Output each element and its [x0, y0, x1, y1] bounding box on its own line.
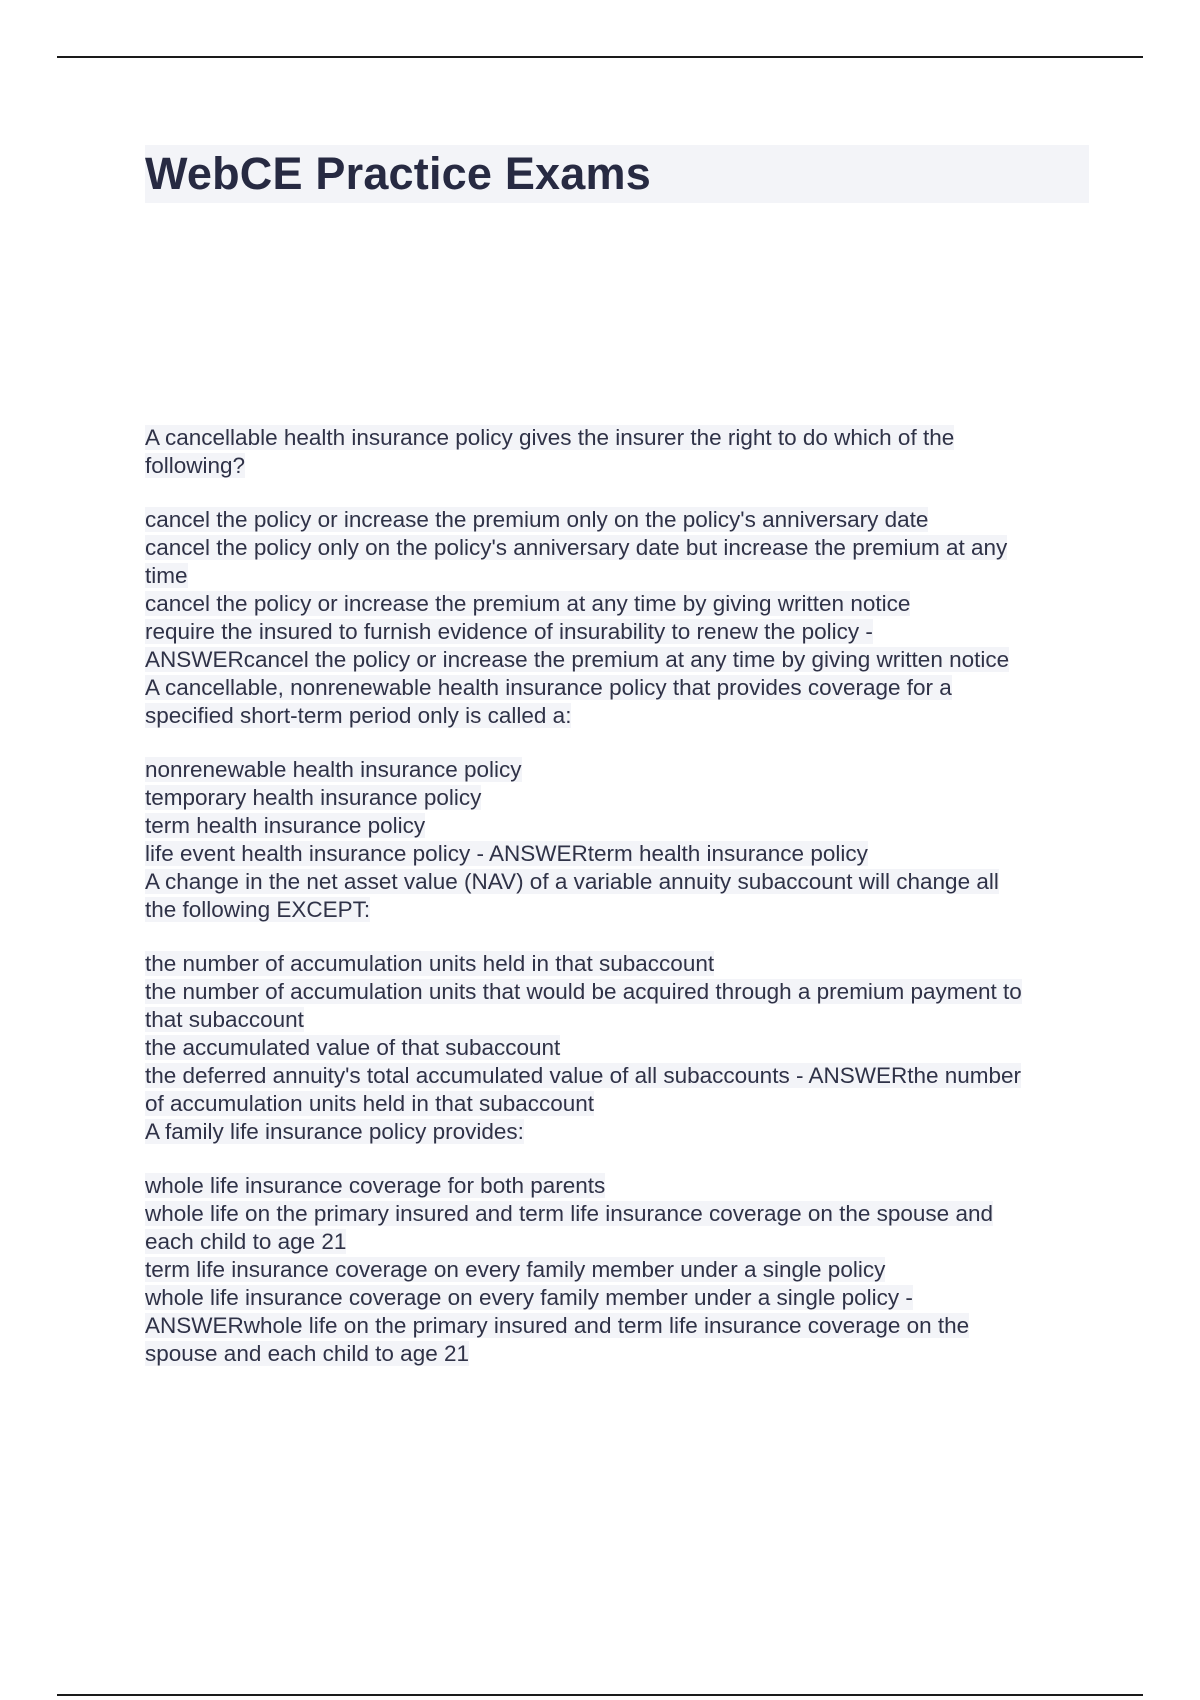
line-wrapper	[145, 1200, 1090, 1228]
text-line: whole life insurance coverage for both parents	[145, 1173, 606, 1198]
text-line: whole life insurance coverage on every family member under a single policy -	[145, 1285, 913, 1310]
text-line: specified short-term period only is called a:	[145, 703, 572, 728]
document-body	[145, 424, 1090, 1368]
line-wrapper	[145, 950, 1090, 978]
text-line: that subaccount	[145, 1007, 304, 1032]
line-wrapper	[145, 868, 1090, 896]
line-wrapper	[145, 1340, 1090, 1368]
text-line: term life insurance coverage on every family member under a single policy	[145, 1257, 886, 1282]
text-line: the number of accumulation units that would be acquired through a premium payment to	[145, 979, 1022, 1004]
line-wrapper	[145, 1034, 1090, 1062]
line-wrapper	[145, 840, 1090, 868]
text-line: time	[145, 563, 188, 588]
text-line: A change in the net asset value (NAV) of a variable annuity subaccount will change all	[145, 869, 999, 894]
text-line: nonrenewable health insurance policy	[145, 757, 522, 782]
line-wrapper	[145, 756, 1090, 784]
top-rule	[57, 56, 1143, 58]
text-line: ANSWERwhole life on the primary insured and term life insurance coverage on the	[145, 1313, 970, 1338]
text-line: cancel the policy or increase the premium only on the policy's anniversary date	[145, 507, 929, 532]
document-title: WebCE Practice Exams	[145, 148, 651, 199]
line-wrapper	[145, 1118, 1090, 1146]
text-line: cancel the policy or increase the premium at any time by giving written notice	[145, 591, 911, 616]
text-line: whole life on the primary insured and term life insurance coverage on the spouse and	[145, 1201, 993, 1226]
line-wrapper	[145, 1228, 1090, 1256]
paragraph-gap	[145, 480, 1090, 506]
text-line: each child to age 21	[145, 1229, 347, 1254]
text-line: following?	[145, 453, 246, 478]
text-line: spouse and each child to age 21	[145, 1341, 469, 1366]
text-line: A cancellable health insurance policy gives the insurer the right to do which of the	[145, 425, 955, 450]
text-line: temporary health insurance policy	[145, 785, 482, 810]
text-line: cancel the policy only on the policy's anniversary date but increase the premium at any	[145, 535, 1008, 560]
line-wrapper	[145, 812, 1090, 840]
text-line: A family life insurance policy provides:	[145, 1119, 524, 1144]
line-wrapper	[145, 424, 1090, 452]
line-wrapper	[145, 562, 1090, 590]
line-wrapper	[145, 1256, 1090, 1284]
line-wrapper	[145, 1284, 1090, 1312]
paragraph-gap	[145, 924, 1090, 950]
text-line: ANSWERcancel the policy or increase the premium at any time by giving written notice	[145, 647, 1010, 672]
line-wrapper	[145, 1062, 1090, 1090]
text-line: of accumulation units held in that subaccount	[145, 1091, 595, 1116]
line-wrapper	[145, 590, 1090, 618]
line-wrapper	[145, 1090, 1090, 1118]
line-wrapper	[145, 784, 1090, 812]
line-wrapper	[145, 1172, 1090, 1200]
line-wrapper	[145, 1006, 1090, 1034]
text-line: the number of accumulation units held in that subaccount	[145, 951, 715, 976]
line-wrapper	[145, 452, 1090, 480]
line-wrapper	[145, 702, 1090, 730]
line-wrapper	[145, 978, 1090, 1006]
text-line: term health insurance policy	[145, 813, 426, 838]
line-wrapper	[145, 896, 1090, 924]
paragraph-gap	[145, 730, 1090, 756]
text-line: the accumulated value of that subaccount	[145, 1035, 561, 1060]
text-line: life event health insurance policy - ANSWERterm health insurance policy	[145, 841, 868, 866]
text-line: require the insured to furnish evidence of insurability to renew the policy -	[145, 619, 873, 644]
line-wrapper	[145, 618, 1090, 646]
text-line: A cancellable, nonrenewable health insurance policy that provides coverage for a	[145, 675, 952, 700]
line-wrapper	[145, 646, 1090, 674]
bottom-rule	[57, 1694, 1143, 1696]
text-line: the following EXCEPT:	[145, 897, 371, 922]
paragraph-gap	[145, 1146, 1090, 1172]
text-line: the deferred annuity's total accumulated value of all subaccounts - ANSWERthe number	[145, 1063, 1022, 1088]
line-wrapper	[145, 506, 1090, 534]
title-band	[145, 145, 1089, 203]
line-wrapper	[145, 1312, 1090, 1340]
line-wrapper	[145, 534, 1090, 562]
line-wrapper	[145, 674, 1090, 702]
